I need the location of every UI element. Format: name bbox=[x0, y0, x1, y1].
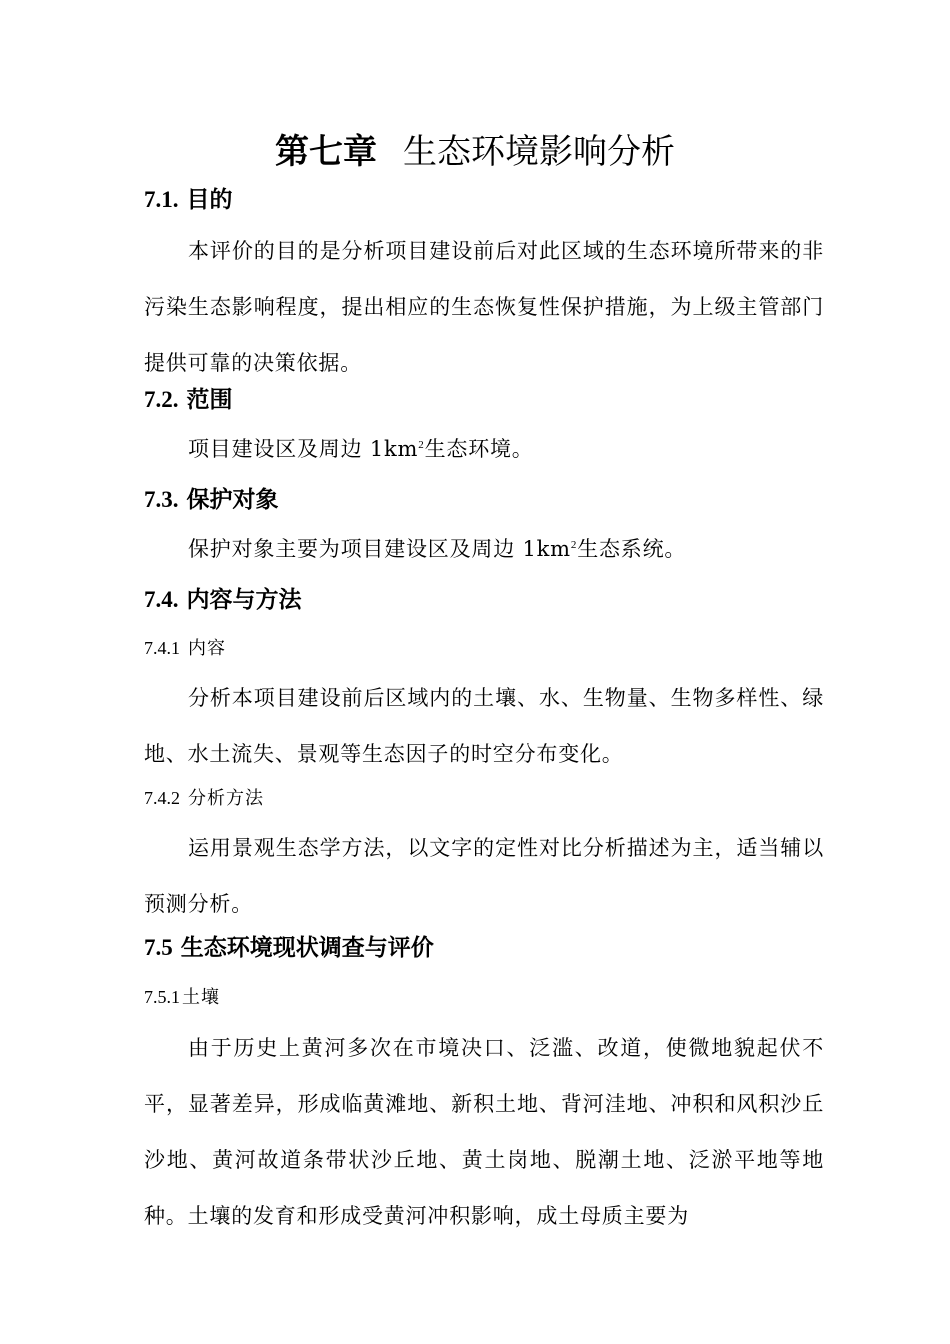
section-title: 生态环境现状调查与评价 bbox=[180, 935, 434, 961]
section-number: 7.3. bbox=[144, 487, 179, 512]
section-body-7-2 bbox=[144, 421, 824, 477]
section-title: 内容与方法 bbox=[186, 587, 302, 613]
subsection-title: 土壤 bbox=[182, 987, 220, 1008]
section-title: 范围 bbox=[186, 387, 233, 413]
section-heading-7-1 bbox=[144, 183, 233, 217]
section-body-7-3 bbox=[144, 521, 824, 577]
chapter-name: 生态环境影响分析 bbox=[403, 132, 675, 172]
chapter-number: 第七章 bbox=[275, 132, 377, 172]
body-text: 生态系统。 bbox=[577, 537, 687, 561]
subsection-number: 7.5.1 bbox=[144, 987, 180, 1007]
superscript: 2 bbox=[418, 439, 425, 451]
subsection-body-7-5-1: 由于历史上黄河多次在市境决口、泛滥、改道，使微地貌起伏不平，显著差异，形成临黄滩地、新积土地、背河洼地、冲积和风积沙丘沙地、黄河故道条带状沙丘地、黄土岗地、脱潮土地、泛淤平地等地种。土壤的发育和形成受黄河冲积影响，成土母质主要为 bbox=[144, 1036, 824, 1228]
subsection-heading-7-5-1 bbox=[144, 982, 220, 1013]
body-text: 保护对象主要为项目建设区及周边 1km bbox=[188, 537, 571, 561]
section-heading-7-2 bbox=[144, 383, 233, 417]
section-heading-7-3 bbox=[144, 483, 279, 517]
section-heading-7-5 bbox=[144, 931, 434, 965]
subsection-heading-7-4-1 bbox=[144, 633, 226, 664]
section-heading-7-4 bbox=[144, 583, 302, 617]
subsection-number: 7.4.1 bbox=[144, 638, 180, 658]
section-number: 7.2. bbox=[144, 387, 179, 412]
section-title: 保护对象 bbox=[186, 487, 279, 513]
section-number: 7.4. bbox=[144, 587, 179, 612]
subsection-number: 7.4.2 bbox=[144, 788, 180, 808]
superscript: 2 bbox=[570, 539, 578, 551]
section-number: 7.1. bbox=[144, 187, 179, 212]
section-body-7-1: 本评价的目的是分析项目建设前后对此区域的生态环境所带来的非污染生态影响程度，提出相应的生态恢复性保护措施，为上级主管部门提供可靠的决策依据。 bbox=[144, 239, 824, 375]
subsection-body-7-4-2: 运用景观生态学方法，以文字的定性对比分析描述为主，适当辅以预测分析。 bbox=[144, 836, 824, 916]
section-title: 目的 bbox=[186, 187, 233, 213]
body-text: 生态环境。 bbox=[424, 437, 534, 461]
subsection-title: 分析方法 bbox=[188, 788, 264, 809]
subsection-heading-7-4-2 bbox=[144, 783, 264, 814]
subsection-body-7-4-1: 分析本项目建设前后区域内的土壤、水、生物量、生物多样性、绿地、水土流失、景观等生态因子的时空分布变化。 bbox=[144, 686, 824, 766]
section-number: 7.5 bbox=[144, 935, 173, 960]
body-text: 项目建设区及周边 1km bbox=[188, 437, 419, 461]
subsection-title: 内容 bbox=[188, 638, 226, 659]
chapter-title bbox=[0, 128, 950, 176]
